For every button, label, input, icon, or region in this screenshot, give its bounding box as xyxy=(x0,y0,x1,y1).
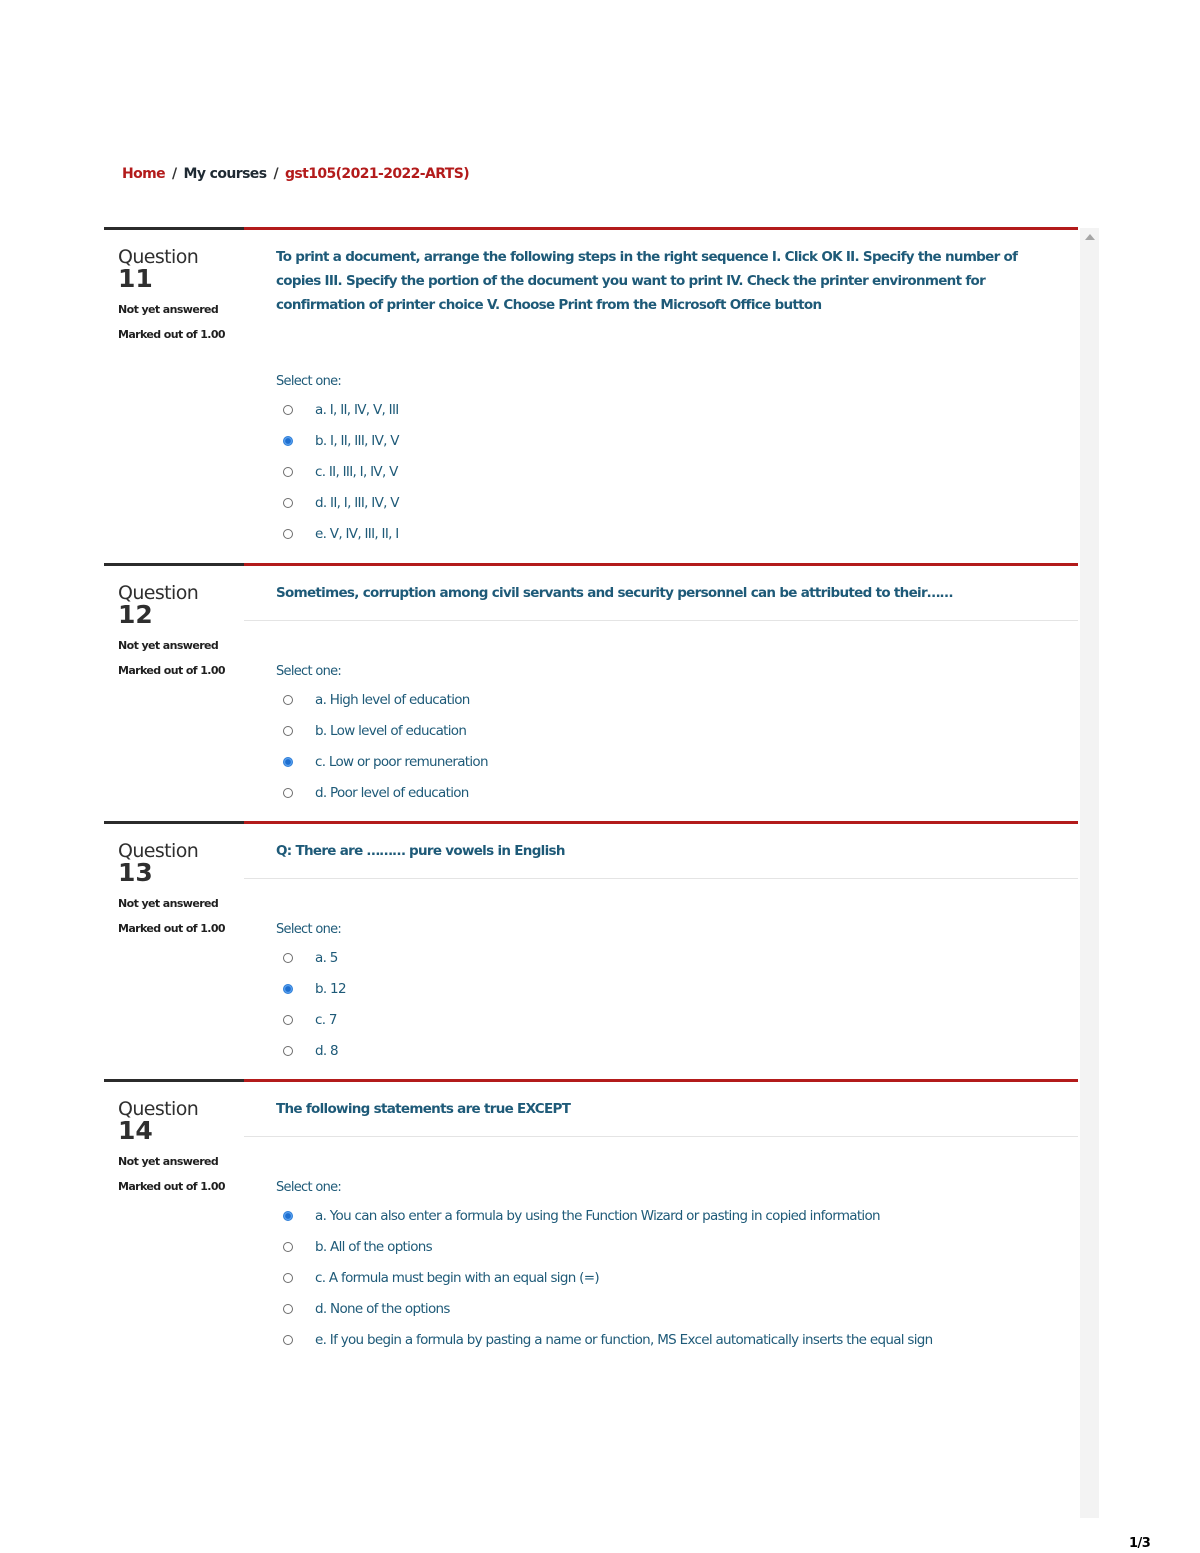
option-label: d. 8 xyxy=(315,1042,338,1059)
breadcrumb-separator: / xyxy=(273,166,278,182)
question-text: The following statements are true EXCEPT xyxy=(276,1101,571,1117)
question-text: Q: There are ……… pure vowels in English xyxy=(276,843,565,859)
answer-option-e[interactable] xyxy=(276,518,399,549)
radio-button-selected[interactable] xyxy=(283,1211,293,1221)
answer-option-a[interactable] xyxy=(276,394,399,425)
question-divider xyxy=(104,1079,1078,1082)
answer-option-a[interactable] xyxy=(276,1200,933,1231)
question-text: Sometimes, corruption among civil servants and security personnel can be attributed to their…… xyxy=(276,585,953,601)
question-info xyxy=(118,841,238,935)
select-one-prompt: Select one: xyxy=(276,374,342,389)
option-label: a. High level of education xyxy=(315,691,470,708)
option-label: b. 12 xyxy=(315,980,346,997)
question-state: Not yet answered xyxy=(118,303,219,316)
answer-option-d[interactable] xyxy=(276,1293,933,1324)
breadcrumb-course-link[interactable]: gst105(2021-2022-ARTS) xyxy=(284,166,469,182)
question-divider xyxy=(104,563,1078,566)
question-label: Question xyxy=(118,840,199,862)
option-label: b. All of the options xyxy=(315,1238,432,1255)
question-number: 11 xyxy=(118,264,153,293)
option-label: c. Low or poor remuneration xyxy=(315,753,488,770)
option-label: d. II, I, III, IV, V xyxy=(315,494,399,511)
option-label: a. You can also enter a formula by using the Function Wizard or pasting in copied information xyxy=(315,1207,880,1224)
answer-option-e[interactable] xyxy=(276,1324,933,1355)
radio-button[interactable] xyxy=(283,1273,293,1283)
option-label: a. 5 xyxy=(315,949,338,966)
radio-button[interactable] xyxy=(283,1046,293,1056)
answer-option-b[interactable] xyxy=(276,715,488,746)
option-label: a. I, II, IV, V, III xyxy=(315,401,399,418)
question-label: Question xyxy=(118,246,199,268)
question-marks: Marked out of 1.00 xyxy=(118,664,225,677)
question-marks: Marked out of 1.00 xyxy=(118,922,225,935)
question-state: Not yet answered xyxy=(118,897,219,910)
question-divider xyxy=(104,821,1078,824)
scroll-up-arrow-icon[interactable] xyxy=(1085,234,1095,240)
breadcrumb xyxy=(122,166,469,182)
radio-button[interactable] xyxy=(283,498,293,508)
question-number: 12 xyxy=(118,600,153,629)
question-state: Not yet answered xyxy=(118,639,219,652)
select-one-prompt: Select one: xyxy=(276,922,342,937)
answer-options xyxy=(276,370,399,549)
option-label: c. II, III, I, IV, V xyxy=(315,463,398,480)
question-text: To print a document, arrange the following steps in the right sequence I. Click OK II. Specify the number of copies III. Specify the portion of the document you want to print IV. Check the printer environment for confirmation of printer choice V. Choose Print from the Microsoft Office button xyxy=(276,249,1018,313)
answer-option-b[interactable] xyxy=(276,1231,933,1262)
radio-button-selected[interactable] xyxy=(283,436,293,446)
answer-option-b[interactable] xyxy=(276,973,346,1004)
answer-option-d[interactable] xyxy=(276,777,488,808)
radio-button[interactable] xyxy=(283,788,293,798)
question-label: Question xyxy=(118,582,199,604)
radio-button[interactable] xyxy=(283,1304,293,1314)
option-label: c. A formula must begin with an equal sign (=) xyxy=(315,1269,599,1286)
answer-option-b[interactable] xyxy=(276,425,399,456)
question-divider xyxy=(104,227,1078,230)
radio-button[interactable] xyxy=(283,405,293,415)
answer-option-d[interactable] xyxy=(276,1035,346,1066)
breadcrumb-separator: / xyxy=(172,166,177,182)
select-one-prompt: Select one: xyxy=(276,664,342,679)
answer-option-a[interactable] xyxy=(276,942,346,973)
question-number: 14 xyxy=(118,1116,153,1145)
option-label: c. 7 xyxy=(315,1011,337,1028)
option-label: b. Low level of education xyxy=(315,722,467,739)
radio-button[interactable] xyxy=(283,529,293,539)
answer-option-c[interactable] xyxy=(276,1004,346,1035)
radio-button[interactable] xyxy=(283,1335,293,1345)
breadcrumb-my-courses-link[interactable]: My courses xyxy=(183,166,267,182)
option-label: e. If you begin a formula by pasting a name or function, MS Excel automatically inserts the equal sign xyxy=(315,1331,933,1348)
answer-options xyxy=(276,660,488,808)
answer-option-a[interactable] xyxy=(276,684,488,715)
answer-options xyxy=(276,918,346,1066)
question-info xyxy=(118,1099,238,1193)
select-one-prompt: Select one: xyxy=(276,1180,342,1195)
question-marks: Marked out of 1.00 xyxy=(118,328,225,341)
radio-button[interactable] xyxy=(283,726,293,736)
radio-button[interactable] xyxy=(283,953,293,963)
radio-button[interactable] xyxy=(283,695,293,705)
question-text-divider xyxy=(244,878,1078,879)
answer-option-c[interactable] xyxy=(276,746,488,777)
question-text-divider xyxy=(244,1136,1078,1137)
question-info xyxy=(118,247,238,341)
breadcrumb-home-link[interactable]: Home xyxy=(122,166,166,182)
answer-option-c[interactable] xyxy=(276,1262,933,1293)
question-label: Question xyxy=(118,1098,199,1120)
question-state: Not yet answered xyxy=(118,1155,219,1168)
radio-button-selected[interactable] xyxy=(283,984,293,994)
question-marks: Marked out of 1.00 xyxy=(118,1180,225,1193)
answer-options xyxy=(276,1176,933,1355)
vertical-scrollbar[interactable] xyxy=(1080,228,1099,1518)
radio-button[interactable] xyxy=(283,1015,293,1025)
answer-option-d[interactable] xyxy=(276,487,399,518)
radio-button[interactable] xyxy=(283,1242,293,1252)
option-label: d. None of the options xyxy=(315,1300,450,1317)
page-number: 1/3 xyxy=(1129,1536,1151,1551)
question-number: 13 xyxy=(118,858,153,887)
option-label: e. V, IV, III, II, I xyxy=(315,525,399,542)
question-text-divider xyxy=(244,620,1078,621)
answer-option-c[interactable] xyxy=(276,456,399,487)
option-label: b. I, II, III, IV, V xyxy=(315,432,399,449)
radio-button[interactable] xyxy=(283,467,293,477)
question-info xyxy=(118,583,238,677)
radio-button-selected[interactable] xyxy=(283,757,293,767)
option-label: d. Poor level of education xyxy=(315,784,469,801)
